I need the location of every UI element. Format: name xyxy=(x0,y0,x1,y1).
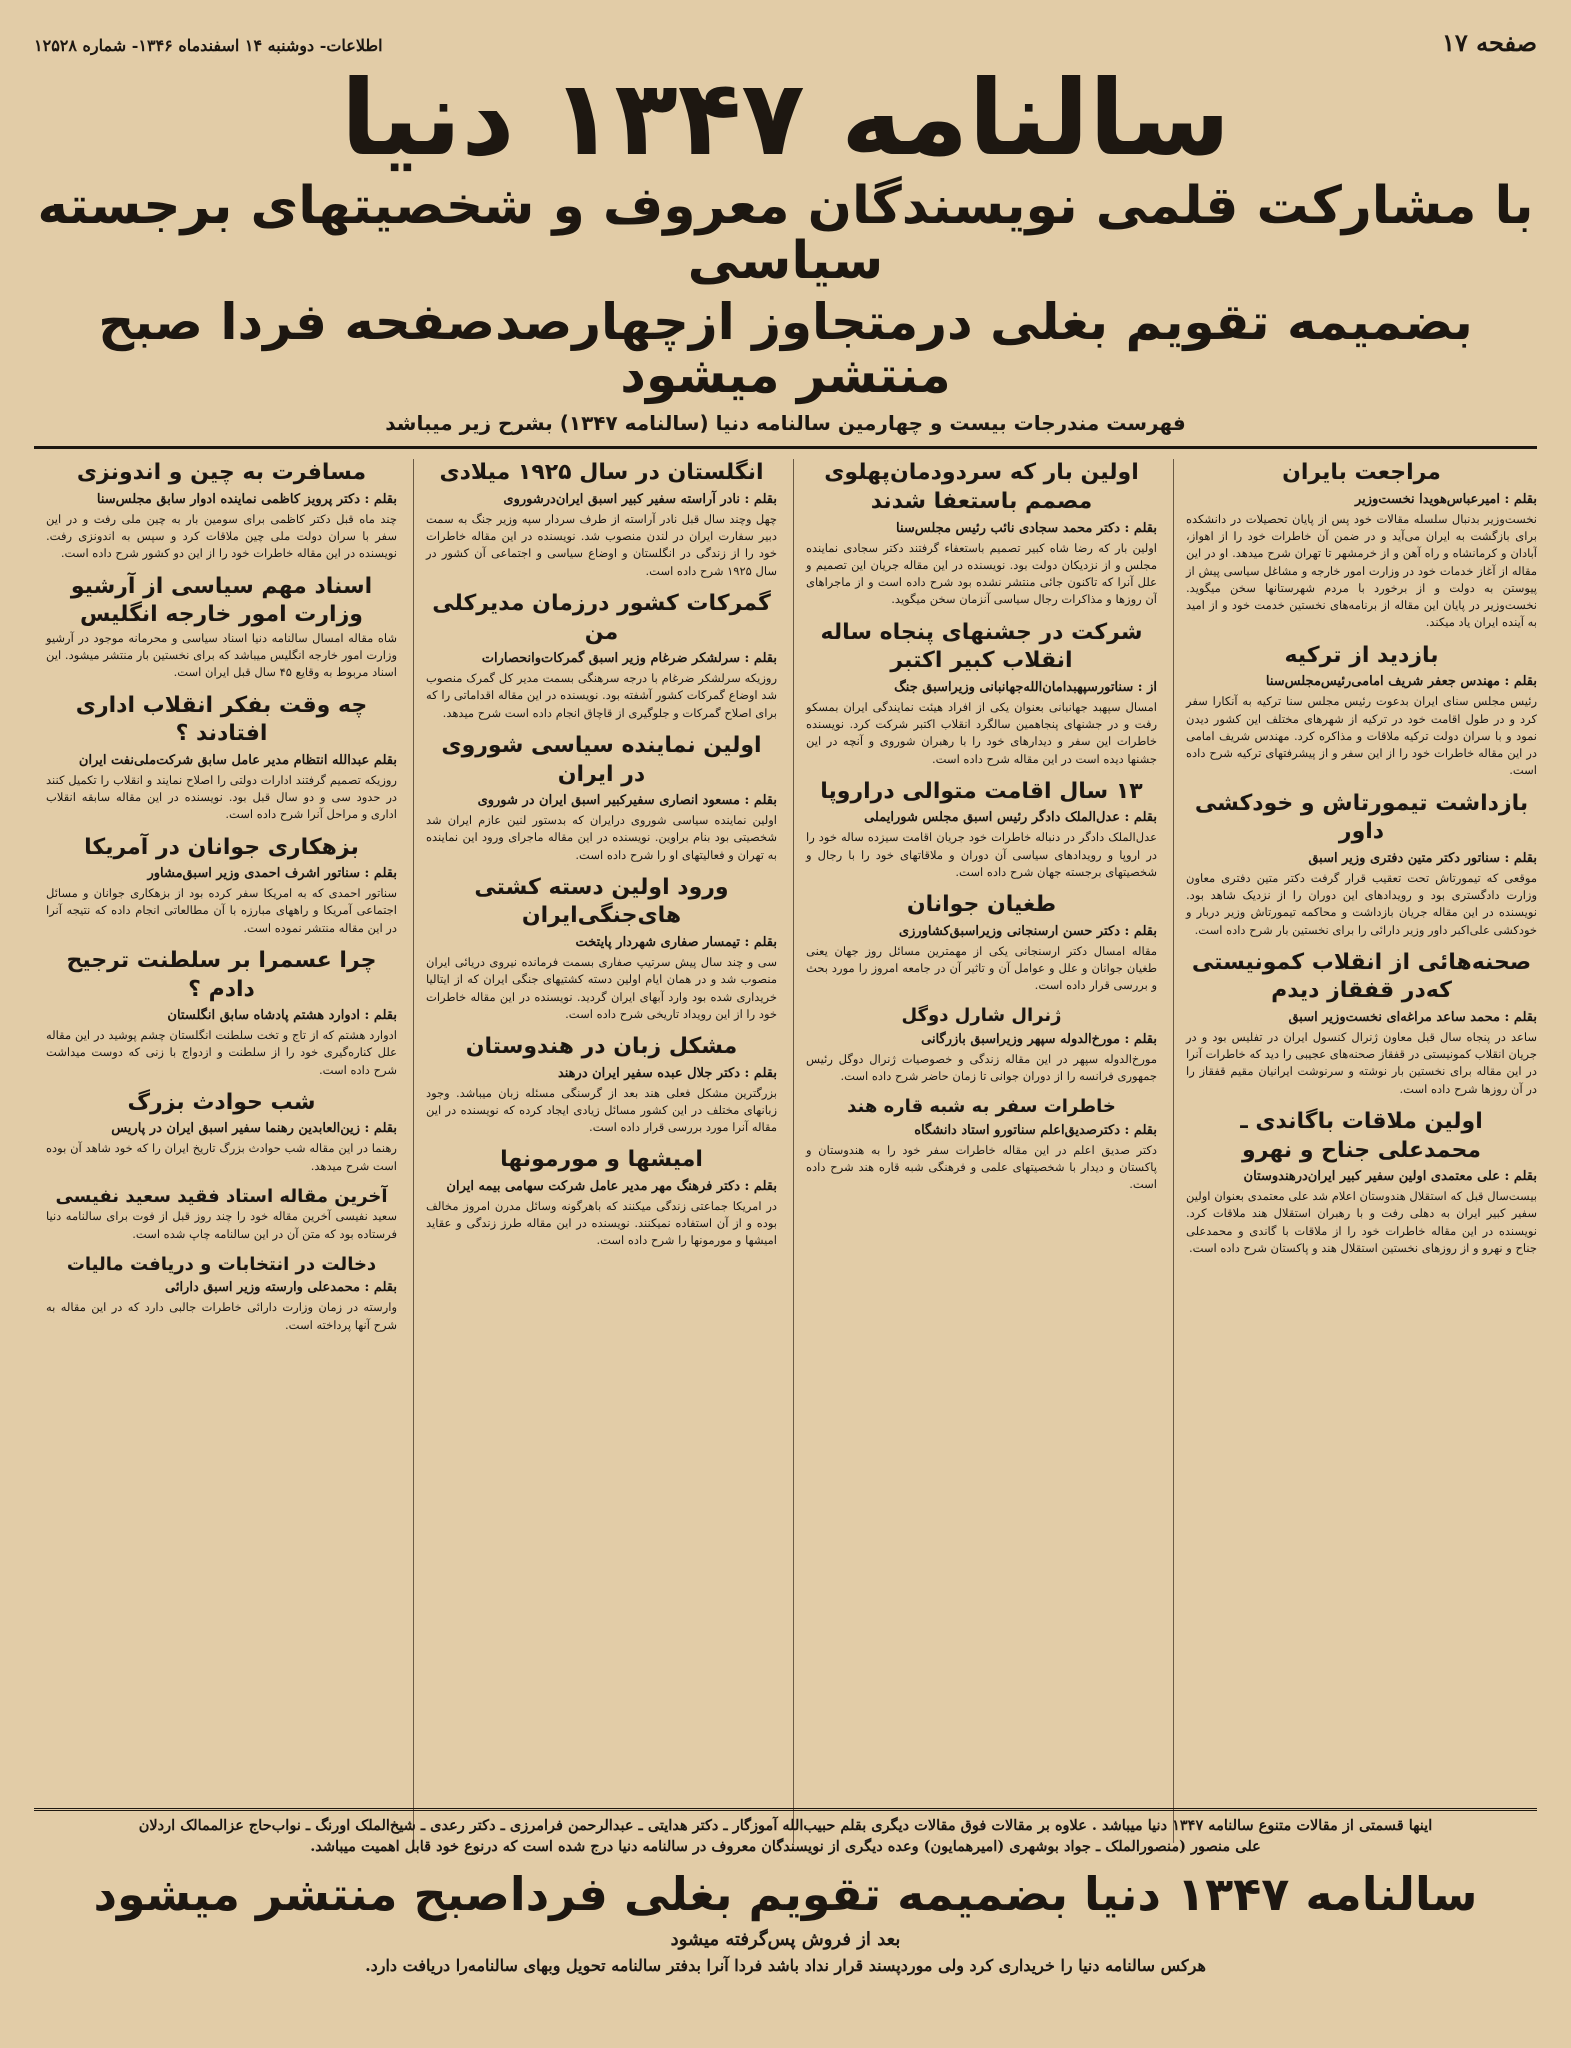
top-bar xyxy=(34,28,1537,60)
article-body: ساعد در پنجاه سال قبل معاون ژنرال کنسول ایران در تفلیس بود و در جریان انقلاب کمونیستی در قفقاز صحنه‌های عجیبی را دید که خاطرات آنرا در این مقاله برای نخستین بار نوشته و سرنوشت ایرانیان مقیم قفقاز را در آن روزها شرح داده است. xyxy=(1186,1029,1537,1096)
article-byline: بقلم : دکتر فرهنگ مهر مدیر عامل شرکت سهامی بیمه ایران xyxy=(446,1178,777,1194)
article xyxy=(46,1253,397,1334)
article-body: وارسته در زمان وزارت دارائی خاطرات جالبی دارد که در این مقاله به شرح آنها پرداخته است. xyxy=(46,1300,397,1332)
article-byline: بقلم : علی معتمدی اولین سفیر کبیر ایران‌درهندوستان xyxy=(1243,1169,1537,1185)
article-body: اولین نماینده سیاسی شوروی درایران که بدستور لنین عازم ایران شد شخصیتی بود بنام براوین. نویسنده در این مقاله ماجرای ورود این نماینده به تهران و فعالیتهای او را شرح داده است. xyxy=(426,813,777,862)
article-byline: بقلم : دکتر حسن ارسنجانی وزیراسبق‌کشاورزی xyxy=(898,923,1157,939)
article-byline: بقلم : امیرعباس‌هویدا نخست‌وزیر xyxy=(1354,491,1537,507)
article-byline: بقلم : تیمسار صفاری شهردار پایتخت xyxy=(575,935,777,951)
article xyxy=(426,732,777,864)
article xyxy=(426,590,777,722)
article-body: بیست‌سال قبل که استقلال هندوستان اعلام شد علی معتمدی بعنوان اولین سفیر کبیر ایران به دهلی رفت و با رهبران استقلال هند ملاقات کرد. نویسنده در این مقاله خاطرات خود را از ملاقات با گاندی و محمدعلی جناح و نهرو و از روزهای نخستین استقلال هند و پاکستان شرح داده است. xyxy=(1186,1189,1537,1255)
article-byline: بقلم : محمد ساعد مراغه‌ای نخست‌وزیر اسبق xyxy=(1288,1009,1537,1025)
article xyxy=(46,1089,397,1175)
article-body: بزرگترین مشکل فعلی هند بعد از گرسنگی مسئله زبان میباشد. وجود زبانهای مختلف در این کشور مسائل زیادی ایجاد کرده که نویسنده در این مقاله آنرا مورد بررسی قرار داده است. xyxy=(426,1085,777,1135)
article-title: اولین ملاقات باگاندی ـ محمدعلی جناح و نهرو xyxy=(1240,1108,1483,1163)
column-4 xyxy=(34,459,397,1843)
column-2 xyxy=(793,459,1157,1843)
article-byline: بقلم : سرلشکر ضرغام وزیر اسبق گمرکات‌وانحصارات xyxy=(481,651,777,667)
footer-return-note: بعد از فروش پس‌گرفته میشود xyxy=(670,1929,901,1950)
article xyxy=(806,1095,1157,1193)
article xyxy=(46,459,397,562)
article xyxy=(46,947,397,1079)
article-title: طغیان جوانان xyxy=(906,892,1057,918)
headline-subtitle-1: با مشارکت قلمی نویسندگان معروف و شخصیتهای برجسته سیاسی xyxy=(37,176,1534,291)
article-title: چه وقت بفکر انقلاب اداری افتادند ؟ xyxy=(75,692,368,747)
article-body: موقعی که تیمورتاش تحت تعقیب قرار گرفت دکتر متین دفتری معاون وزارت دادگستری بود و رویدادهای این دوران را از نزدیک شاهد بود. نویسنده در این مقاله جریان بازداشت و محاکمه تیمورتاش وزیر دربار و خودکشی علی‌اکبر داور وزیر دارائی را برای نخستین بار شرح داده است. xyxy=(1186,870,1537,937)
article-byline: بقلم : محمدعلی وارسته وزیر اسبق دارائی xyxy=(164,1280,397,1296)
article-columns xyxy=(34,459,1537,1843)
article xyxy=(1186,790,1537,939)
divider xyxy=(34,446,1537,449)
article xyxy=(806,1004,1157,1085)
article-title: آخرین مقاله استاد فقید سعید نفیسی xyxy=(55,1185,388,1207)
article-body: نخست‌وزیر بدنبال سلسله مقالات خود پس از پایان تحصیلات در دانشکده برای بازگشت به ایران می‌آید و در ضمن آن خاطرات خود را از اهواز، آبادان و کرمانشاه و راه آهن و از خرمشهر تا تهران شرح میدهد. او در این مقاله از آغاز خدمات خود در وزارت امور خارجه و مشاغل سیاسی پیش از پیوستن به دولت و از برخورد با مردم شهرستانها سخن میگوید. نخست‌وزیر در پایان این مقاله از برنامه‌های نخستین خدمت خود و از امید به آینده ایران یاد میکند. xyxy=(1186,511,1537,630)
article-title: اولین بار که سردودمان‌پهلوی مصمم باستعفا شدند xyxy=(824,460,1139,514)
article xyxy=(1186,949,1537,1098)
article-body: رهنما در این مقاله شب حوادث بزرگ تاریخ ایران را که خود شاهد آن بوده است شرح میدهد. xyxy=(46,1141,397,1173)
article-title: اولین نماینده سیاسی شوروی در ایران xyxy=(441,732,762,787)
article xyxy=(46,573,397,682)
article-body: ادوارد هشتم که از تاج و تخت سلطنت انگلستان چشم پوشید در این مقاله علل کناره‌گیری خود را از سلطنت و ازدواج با زنی که دوست میداشت شرح داده است. xyxy=(46,1028,397,1077)
article-byline: از : سناتورسپهبدامان‌الله‌جهانبانی وزیراسبق جنگ xyxy=(894,679,1157,695)
article xyxy=(426,1033,777,1136)
footer-note-1: اینها قسمتی از مقالات متنوع سالنامه ۱۳۴۷ دنیا میباشد . علاوه بر مقالات فوق مقالات دیگری بقلم حبیب‌الله آموزگار ـ دکتر هدایتی ـ عبدالرحمن فرامرزی ـ دکتر رعدی ـ شیخ‌الملک اورنگ ـ نواب‌حاج عزالممالک اردلان xyxy=(34,1808,1537,1836)
page-number: صفحه ۱۷ xyxy=(1441,28,1537,57)
article-title: صحنه‌هائی از انقلاب کمونیستی که‌در قفقاز دیدم xyxy=(1191,949,1532,1004)
footer xyxy=(34,1808,1537,1975)
article-body: چند ماه قبل دکتر کاظمی برای سومین بار به چین ملی رفت و در این سفر با سران دولت ملی چین ملاقات کرد و سپس به اندونزی رفت. نویسنده در این مقاله خاطرات خود را از این دو کشور شرح داده است. xyxy=(46,511,397,561)
article-title: ژنرال شارل دوگل xyxy=(901,1005,1062,1027)
headline-subtitle-2: بضمیمه تقویم بغلی درمتجاوز ازچهارصدصفحه فردا صبح منتشر میشود xyxy=(98,293,1473,404)
article-byline: بقلم : ادوارد هشتم پادشاه سابق انگلستان xyxy=(167,1008,397,1024)
article-title: بازداشت تیمورتاش و خودکشی داور xyxy=(1194,790,1529,845)
article-body: روزیکه تصمیم گرفتند ادارات دولتی را اصلاح نمایند و انقلاب را تکمیل کنند در حدود سی و دو سال قبل بود. نویسنده در این مقاله سابقه انقلاب اداری و مراحل آنرا شرح داده است. xyxy=(46,772,397,822)
article-byline: بقلم عبدالله انتظام مدیر عامل سابق شرکت‌ملی‌نفت ایران xyxy=(78,752,397,768)
article xyxy=(426,874,777,1023)
article-byline: بقلم : زین‌العابدین رهنما سفیر اسبق ایران در پاریس xyxy=(111,1121,397,1137)
article-byline: بقلم : سناتور اشرف احمدی وزیر اسبق‌مشاور xyxy=(147,866,397,882)
article xyxy=(806,891,1157,994)
article-title: مشکل زبان در هندوستان xyxy=(465,1034,738,1060)
article-body: مقاله امسال دکتر ارسنجانی یکی از مهمترین مسائل روز جهان یعنی طغیان جوانان و علل و عوامل آن و تاثیر آن در جامعه امروز را مورد بحث و بررسی قرار داده است. xyxy=(806,943,1157,993)
article xyxy=(426,1146,777,1249)
article-byline: بقلم : دکتر محمد سجادی نائب رئیس مجلس‌سنا xyxy=(896,520,1157,536)
column-3 xyxy=(413,459,777,1843)
footer-refund-note: هرکس سالنامه دنیا را خریداری کرد ولی موردپسند قرار نداد باشد فردا آنرا بدفتر سالنامه تحویل وبهای سالنامه‌را دریافت دارد. xyxy=(365,1956,1206,1975)
article-title: خاطرات سفر به شبه قاره هند xyxy=(847,1096,1116,1118)
article-title: دخالت در انتخابات و دریافت مالیات xyxy=(66,1253,377,1275)
dateline: اطلاعات- دوشنبه ۱۴ اسفندماه ۱۳۴۶- شماره ۱۲۵۲۸ xyxy=(34,36,383,55)
headline-title: سالنامه ۱۳۴۷ دنیا xyxy=(340,57,1231,179)
article-title: گمرکات کشور درزمان مدیرکلی من xyxy=(432,590,771,645)
article-body: دکتر صدیق اعلم در این مقاله خاطرات سفر خود را به هندوستان و پاکستان و دیدار با شخصیتهای علمی و فرهنگی شبه قاره هند شرح داده است. xyxy=(806,1142,1157,1192)
article-body: سناتور احمدی که به امریکا سفر کرده بود از بزهکاری جوانان و مسائل اجتماعی آمریکا و راههای مبارزه با آن مطالعاتی انجام داده که نتیجه آنرا در این مقاله منتشر نموده است. xyxy=(46,886,397,935)
contents-intro: فهرست مندرجات بیست و چهارمین سالنامه دنیا (سالنامه ۱۳۴۷) بشرح زیر میباشد xyxy=(385,411,1186,436)
article-title: انگلستان در سال ۱۹۲۵ میلادی xyxy=(439,460,764,486)
article-body: عدل‌الملک دادگر در دنباله خاطرات خود جریان اقامت سیزده ساله خود را در اروپا و رویدادهای سیاسی آن دوران و ملاقاتهای خود را با رجال و شخصیتهای برجسته جهان شرح داده است. xyxy=(806,830,1157,879)
article xyxy=(46,834,397,937)
article-title: مسافرت به چین و اندونزی xyxy=(76,460,367,486)
article-title: ۱۳ سال اقامت متوالی دراروپا xyxy=(820,778,1143,804)
article-title: اسناد مهم سیاسی از آرشیو وزارت امور خارجه انگلیس xyxy=(70,573,373,628)
article-body: روزیکه سرلشکر ضرغام با درجه سرهنگی بسمت مدیر کل گمرک منصوب شد اوضاع گمرکات کشور آشفته بود. نویسنده در این مقاله اقداماتی را که برای اصلاح گمرکات و جلوگیری از قاچاق انجام داده است شرح میدهد. xyxy=(426,671,777,720)
article-title: شرکت در جشنهای پنجاه ساله انقلاب کبیر اکتبر xyxy=(820,619,1143,674)
article xyxy=(806,778,1157,881)
article-body: سعید نفیسی آخرین مقاله خود را چند روز قبل از فوت برای سالنامه دنیا فرستاده بود که متن آن در این سالنامه چاپ شده است. xyxy=(46,1209,397,1241)
article-title: ورود اولین دسته کشتی های‌جنگی‌ایران xyxy=(474,874,729,929)
article xyxy=(1186,459,1537,631)
article-body: در امریکا جماعتی زندگی میکنند که باهرگونه وسائل مدرن امروز مخالف بوده و از آن استفاده نمیکنند. نویسنده در این مقاله طرز زندگی و عقاید امیشها و مورمونها را شرح داده است. xyxy=(426,1198,777,1248)
article-body: رئیس مجلس سنای ایران بدعوت رئیس مجلس سنا ترکیه به آنکارا سفر کرد و در طول اقامت خود در ترکیه از شهرهای مختلف این کشور دیدن نمود و با سران دولت ترکیه ملاقات و مذاکره کرد. مهندس شریف امامی در این مقاله خاطرات خود را از این سفر و از پیشرفتهای ترکیه شرح داده است. xyxy=(1186,694,1537,778)
article-body: سی و چند سال پیش سرتیپ صفاری بسمت فرمانده نیروی دریائی ایران منصوب شد و در همان ایام اولین دسته کشتیهای جنگی ایران که از ایتالیا خریداری شده بود وارد آبهای ایران گردید. نویسنده در این مقاله خاطرات خود را از این رویداد تاریخی شرح داده است. xyxy=(426,955,777,1021)
article-body: اولین بار که رضا شاه کبیر تصمیم باستعفاء گرفتند دکتر سجادی نماینده مجلس و از نزدیکان دولت بود. نویسنده در این مقاله جریان این تصمیم و علل آنرا که تاکنون جائی منتشر نشده بود شرح داده است و از ماجراهای آن روزها و مذاکرات رجال سیاسی آنزمان سخن میگوید. xyxy=(806,540,1157,607)
masthead xyxy=(34,57,1537,436)
article-body: مورخ‌الدوله سپهر در این مقاله زندگی و خصوصیات ژنرال دوگل رئیس جمهوری فرانسه را از دوران جوانی تا زمان حاضر شرح داده است. xyxy=(806,1051,1157,1084)
article xyxy=(46,1185,397,1243)
article-body: شاه مقاله امسال سالنامه دنیا اسناد سیاسی و محرمانه موجود در آرشیو وزارت امور خارجه انگلیس میباشد که برای نخستین بار منتشر میشود. این اسناد مربوط به وقایع ۴۵ سال قبل ایران است. xyxy=(46,630,397,680)
article-byline: بقلم : مهندس جعفر شریف امامی‌رئیس‌مجلس‌سنا xyxy=(1265,674,1537,690)
footer-note-2: علی منصور (منصورالملک ـ جواد بوشهری (امیرهمایون) وعده دیگری از نویسندگان معروف در سالنامه دنیا درج شده است که درنوع خود قابل اهمیت میباشد. xyxy=(310,1838,1261,1855)
article-body: امسال سپهبد جهانبانی بعنوان یکی از افراد هیئت نمایندگی ایران بمسکو رفت و در جشنهای پنجاهمین سالگرد انقلاب اکتبر شرکت کرد. نویسنده خاطرات این سفر و دیدارهای خود را با رهبران شوروی و آنچه در این جشنها دیده است در این مقاله شرح داده است. xyxy=(806,699,1157,766)
article-byline: بقلم : نادر آراسته سفیر کبیر اسبق ایران‌درشوروی xyxy=(503,491,777,507)
footer-headline: سالنامه ۱۳۴۷ دنیا بضمیمه تقویم بغلی فرداصبح منتشر میشود xyxy=(93,1867,1478,1921)
article-byline: بقلم : مورخ‌الدوله سپهر وزیراسبق بازرگانی xyxy=(921,1031,1157,1047)
article-title: چرا عسمرا بر سلطنت ترجیح دادم ؟ xyxy=(66,947,377,1002)
article-byline: بقلم : سناتور دکتر متین دفتری وزیر اسبق xyxy=(1308,850,1537,866)
column-1 xyxy=(1173,459,1537,1843)
article-byline: بقلم : دکتر پرویز کاظمی نماینده ادوار سابق مجلس‌سنا xyxy=(96,491,397,507)
article-byline: بقلم : دکتر جلال عبده سفیر ایران درهند xyxy=(557,1065,777,1081)
article xyxy=(806,619,1157,768)
article xyxy=(46,692,397,824)
article xyxy=(426,459,777,580)
article-byline: بقلم : دکترصدیق‌اعلم سناتورو استاد دانشگاه xyxy=(914,1122,1157,1138)
article xyxy=(1186,1108,1537,1257)
article-byline: بقلم : مسعود انصاری سفیرکبیر اسبق ایران در شوروی xyxy=(477,793,777,809)
article-title: بازدید از ترکیه xyxy=(1284,642,1439,668)
article-title: امیشها و مورمونها xyxy=(500,1147,703,1173)
article xyxy=(1186,642,1537,780)
article-byline: بقلم : عدل‌الملک دادگر رئیس اسبق مجلس شورایملی xyxy=(864,810,1157,826)
article-body: چهل وچند سال قبل نادر آراسته از طرف سردار سپه وزیر جنگ به سمت دبیر سفارت ایران در لندن منصوب شد. نویسنده در این مقاله خاطرات خود را از زندگی در انگلستان و اوضاع سیاسی و اجتماعی آن کشور در سال ۱۹۲۵ شرح داده است. xyxy=(426,511,777,578)
article xyxy=(806,459,1157,608)
article-title: شب حوادث بزرگ xyxy=(127,1089,316,1115)
article-title: مراجعت بایران xyxy=(1282,460,1441,486)
article-title: بزهکاری جوانان در آمریکا xyxy=(84,834,359,860)
